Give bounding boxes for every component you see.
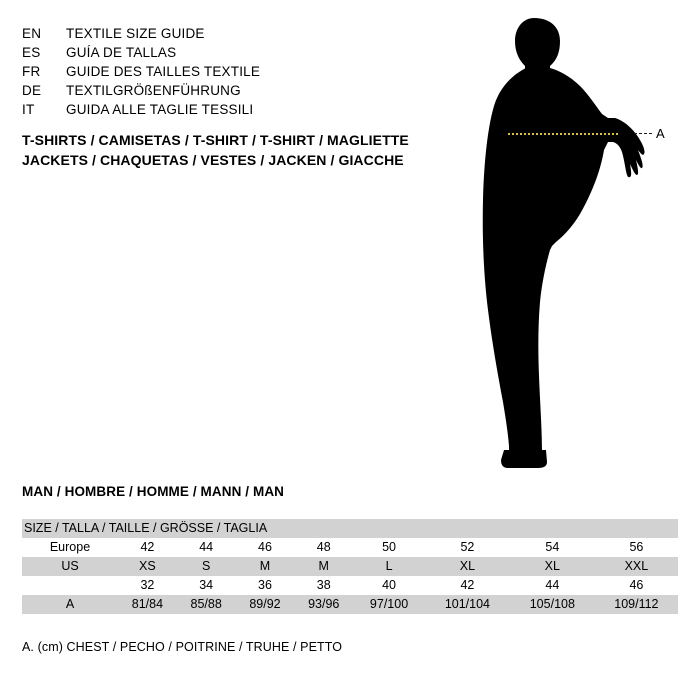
table-cell: 48 xyxy=(294,538,353,557)
category-line: JACKETS / CHAQUETAS / VESTES / JACKEN / GIACCHE xyxy=(22,152,404,168)
size-table-wrapper xyxy=(22,519,678,614)
table-row xyxy=(22,576,678,595)
table-cell: 56 xyxy=(595,538,678,557)
table-cell: S xyxy=(177,557,236,576)
table-cell: 101/104 xyxy=(425,595,510,614)
table-cell: 109/112 xyxy=(595,595,678,614)
table-cell: 85/88 xyxy=(177,595,236,614)
language-title: GUIDE DES TAILLES TEXTILE xyxy=(66,64,261,79)
table-cell: 97/100 xyxy=(353,595,425,614)
table-cell: 54 xyxy=(510,538,595,557)
table-row xyxy=(22,595,678,614)
table-row xyxy=(22,538,678,557)
table-group-title: MAN / HOMBRE / HOMME / MANN / MAN xyxy=(22,484,285,499)
table-cell: M xyxy=(236,557,295,576)
chest-leader-line xyxy=(634,133,652,134)
language-title-list xyxy=(22,26,442,121)
table-cell: 50 xyxy=(353,538,425,557)
language-row xyxy=(22,64,442,83)
table-row xyxy=(22,557,678,576)
language-row xyxy=(22,26,442,45)
row-label xyxy=(22,576,118,595)
table-cell: 105/108 xyxy=(510,595,595,614)
row-label: US xyxy=(22,557,118,576)
table-cell: 89/92 xyxy=(236,595,295,614)
chest-measurement-label: A xyxy=(656,126,665,141)
language-code: ES xyxy=(22,45,41,60)
table-cell: 46 xyxy=(595,576,678,595)
table-header-row xyxy=(22,519,678,538)
table-cell: 34 xyxy=(177,576,236,595)
table-cell: XXL xyxy=(595,557,678,576)
table-cell: 38 xyxy=(294,576,353,595)
language-code: EN xyxy=(22,26,42,41)
language-row xyxy=(22,45,442,64)
table-cell: 32 xyxy=(118,576,177,595)
table-cell: 36 xyxy=(236,576,295,595)
table-header-label: SIZE / TALLA / TAILLE / GRÖSSE / TAGLIA xyxy=(22,519,678,538)
size-table xyxy=(22,519,678,614)
table-cell: 44 xyxy=(510,576,595,595)
table-cell: L xyxy=(353,557,425,576)
language-title: TEXTILE SIZE GUIDE xyxy=(66,26,205,41)
language-title: TEXTILGRÖßENFÜHRUNG xyxy=(66,83,241,98)
table-cell: XL xyxy=(425,557,510,576)
language-code: FR xyxy=(22,64,41,79)
language-title: GUÍA DE TALLAS xyxy=(66,45,177,60)
table-cell: 40 xyxy=(353,576,425,595)
table-cell: XS xyxy=(118,557,177,576)
table-cell: 42 xyxy=(425,576,510,595)
language-code: DE xyxy=(22,83,42,98)
category-list xyxy=(22,130,452,170)
table-cell: M xyxy=(294,557,353,576)
table-cell: 93/96 xyxy=(294,595,353,614)
language-row xyxy=(22,102,442,121)
table-cell: 81/84 xyxy=(118,595,177,614)
table-cell: XL xyxy=(510,557,595,576)
silhouette-icon xyxy=(470,10,680,470)
category-line: T-SHIRTS / CAMISETAS / T-SHIRT / T-SHIRT / MAGLIETTE xyxy=(22,132,409,148)
table-cell: 42 xyxy=(118,538,177,557)
footnote: A. (cm) CHEST / PECHO / POITRINE / TRUHE / PETTO xyxy=(22,640,343,654)
row-label: A xyxy=(22,595,118,614)
table-cell: 44 xyxy=(177,538,236,557)
chest-measurement-line xyxy=(508,133,618,135)
language-code: IT xyxy=(22,102,35,117)
table-cell: 52 xyxy=(425,538,510,557)
man-silhouette-figure xyxy=(470,10,680,470)
language-row xyxy=(22,83,442,102)
row-label: Europe xyxy=(22,538,118,557)
table-cell: 46 xyxy=(236,538,295,557)
language-title: GUIDA ALLE TAGLIE TESSILI xyxy=(66,102,254,117)
